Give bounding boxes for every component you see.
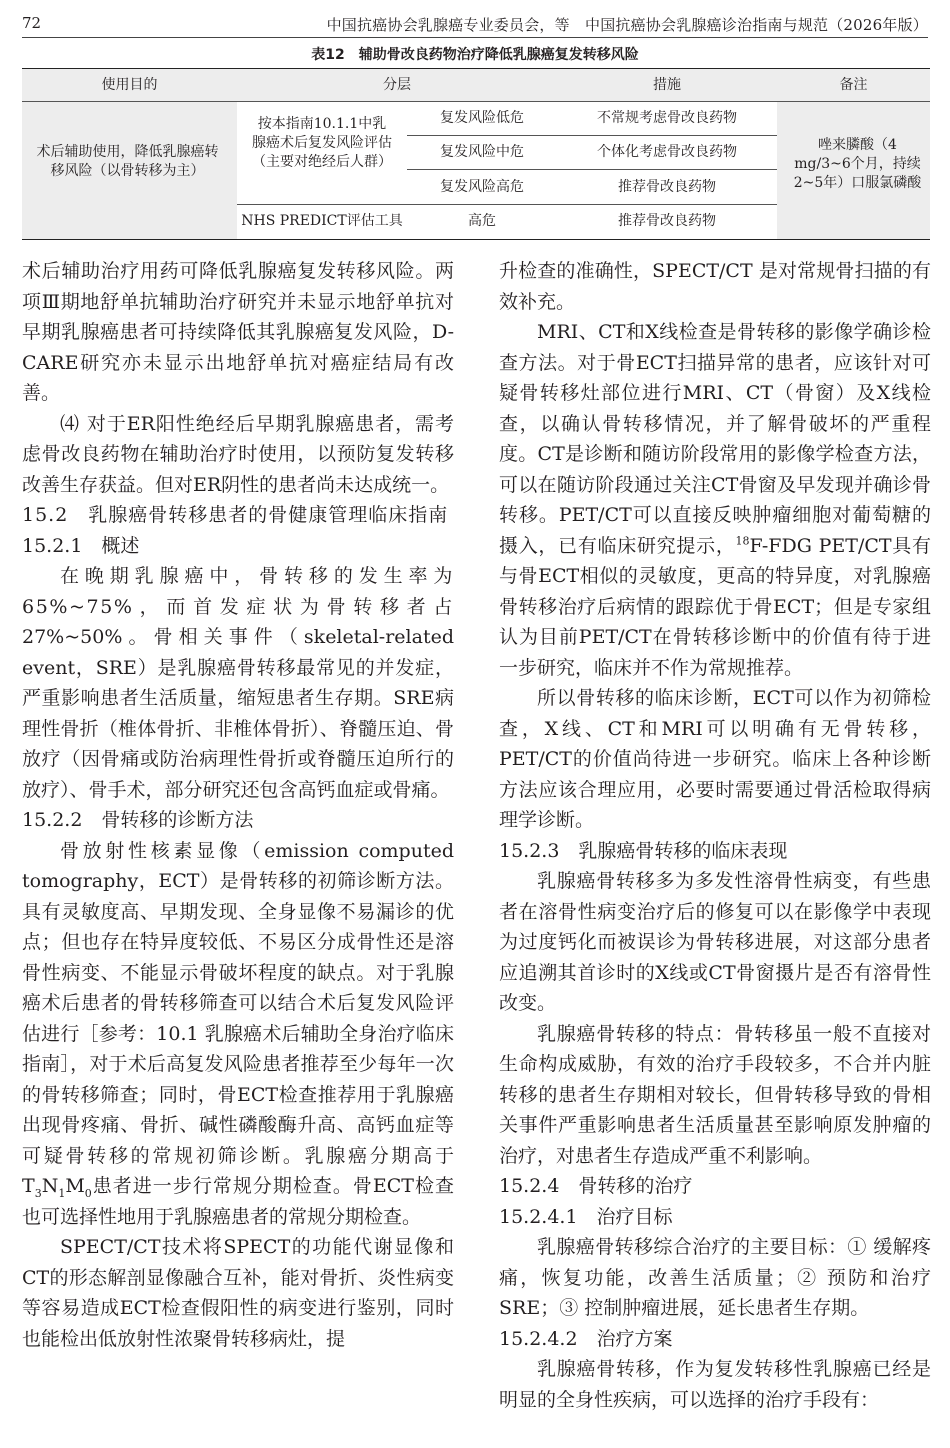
text-span: 27%~50%。骨相关事件（skeletal-related event，SRE）是乳腺癌骨转移最常见的并发症，严重影响患者生活质量，缩短患者生存期。SRE病理性骨折（椎体骨折、非椎体骨折）、脊髓压迫、骨放疗（因骨痛或防治病理性骨折或脊髓压迫所行的放疗）、骨手术，部分研究还包含高钙血症或骨痛。 <box>22 626 454 801</box>
section-heading: 15.2.4 骨转移的治疗 <box>499 1175 693 1197</box>
text-span: 骨放射性核素显像（emission computed tomography，ECT）是骨转移的初筛诊断方法。具有灵敏度高、早期发现、全身显像不易漏诊的优点；但也存在特异度较低、不易区分成骨性还是溶骨性病变、不能显示骨破坏程度的缺点。对于乳腺癌术后患者的骨转移筛查可以结合术后复发风险评估进行［参考：10.1 乳腺癌术后辅助全身治疗临床指南］，对于术后高复发风险患者推荐至少每年一次的骨转移筛查；同时，骨ECT检查推荐用于乳腺癌出现骨疼痛、骨折、碱性磷酸酶升高、高钙血症等可疑骨转移的常规初筛诊断。乳腺癌分期高于 <box>22 839 454 1167</box>
paragraph: 乳腺癌骨转移的特点：骨转移虽一般不直接对生命构成威胁，有效的治疗手段较多，不合并内脏转移的患者生存期相对较长，但骨转移导致的骨相关事件严重影响患者生活质量甚至影响原发肿瘤的治疗，对患者生存造成严重不利影响。 <box>499 1022 931 1167</box>
section-heading: 15.2.4.2 治疗方案 <box>499 1327 673 1350</box>
page-number: 72 <box>22 14 42 32</box>
header-note: 备注 <box>777 69 930 102</box>
paragraph: ⑷ 对于ER阳性绝经后早期乳腺癌患者，需考虑骨改良药物在辅助治疗时使用，以预防复发转移改善生存获益。但对ER阴性的患者尚未达成统一。 <box>22 412 454 496</box>
section-heading: 15.2.3 乳腺癌骨转移的临床表现 <box>499 839 788 862</box>
text-span: 在晚期乳腺癌中，骨转移的发生率为65%~75%，而首发症状为骨转移者占 <box>22 565 454 618</box>
paragraph: 乳腺癌骨转移多为多发性溶骨性病变，有些患者在溶骨性病变治疗后的修复可以在影像学中表现为过度钙化而被误诊为骨转移进展，对这部分患者应追溯其首诊时的X线或CT骨窗摄片是否有溶骨性改变。 <box>499 870 931 1014</box>
header-rule <box>22 37 928 38</box>
header-purpose: 使用目的 <box>22 69 237 102</box>
paragraph: 升检查的准确性，SPECT/CT 是对常规骨扫描的有效补充。 <box>499 260 931 313</box>
risk-level: 高危 <box>468 213 496 230</box>
table-bottom-rule <box>22 239 930 240</box>
right-column <box>499 256 931 1415</box>
tnm-stage: $T_3N_1M_0$ <box>22 1175 92 1200</box>
paragraph <box>22 561 454 805</box>
table-caption: 表12 辅助骨改良药物治疗降低乳腺癌复发转移风险 <box>311 47 639 63</box>
note-cell: 唑来膦酸（4 mg/3~6个月，持续2~5年）口服氯磷酸 <box>777 102 930 239</box>
superscript: 18 <box>735 534 750 548</box>
risk-level: 复发风险高危 <box>407 170 557 205</box>
measure: 不常规考虑骨改良药物 <box>557 102 777 136</box>
risk-level: 复发风险中危 <box>407 136 557 170</box>
section-heading: 15.2.4.1 治疗目标 <box>499 1205 673 1228</box>
table-row <box>22 102 930 136</box>
measure: 个体化考虑骨改良药物 <box>557 136 777 170</box>
paragraph: 术后辅助治疗用药可降低乳腺癌复发转移风险。两项Ⅲ期地舒单抗辅助治疗研究并未显示地舒单抗对早期乳腺癌患者可持续降低其乳腺癌复发风险，D-CARE研究亦未显示出地舒单抗对癌症结局有改善。 <box>22 260 454 404</box>
table-header-row <box>22 69 930 102</box>
header-strat: 分层 <box>237 69 557 102</box>
section-heading: 15.2.2 骨转移的诊断方法 <box>22 809 254 831</box>
section-heading: 15.2.1 概述 <box>22 534 140 557</box>
risk-level: 复发风险低危 <box>407 102 557 136</box>
text-span: 患者进一步行常规分期检查。骨ECT检查也可选择性地用于乳腺癌患者的常规分期检查。 <box>22 1175 454 1228</box>
strat-method-cell: 按本指南10.1.1中乳腺癌术后复发风险评估（主要对绝经后人群） <box>237 102 407 205</box>
measure: 推荐骨改良药物 <box>618 213 716 230</box>
header-measure: 措施 <box>557 69 777 102</box>
measure: 推荐骨改良药物 <box>557 170 777 205</box>
paragraph: 乳腺癌骨转移，作为复发转移性乳腺癌已经是明显的全身性疾病，可以选择的治疗手段有： <box>499 1358 931 1411</box>
strat-tool: NHS PREDICT评估工具 <box>241 213 403 230</box>
text-span: F-FDG PET/CT具有与骨ECT相似的灵敏度，更高的特异度，对乳腺癌骨转移治疗后病情的跟踪优于骨ECT；但是专家组认为目前PET/CT在骨转移诊断中的价值有待于进一步研究，临床并不作为常规推荐。 <box>499 534 931 679</box>
journal-title: 中国抗癌协会乳腺癌专业委员会，等 中国抗癌协会乳腺癌诊治指南与规范（2026年版） <box>326 16 928 34</box>
running-header <box>22 12 928 38</box>
text-span: MRI、CT和X线检查是骨转移的影像学确诊检查方法。对于骨ECT扫描异常的患者，应该针对可疑骨转移灶部位进行MRI、CT（骨窗）及X线检查，以确认骨转移情况，并了解骨破坏的严重程度。CT是诊断和随访阶段常用的影像学检查方法，可以在随访阶段通过关注CT骨窗及早发现并确诊骨转移。PET/CT可以直接反映肿瘤细胞对葡萄糖的摄入，已有临床研究提示， <box>499 321 931 557</box>
paragraph: SPECT/CT技术将SPECT的功能代谢显像和CT的形态解剖显像融合互补，能对骨折、炎性病变等容易造成ECT检查假阳性的病变进行鉴别，同时也能检出低放射性浓聚骨转移病灶，提 <box>22 1236 454 1350</box>
paragraph: 所以骨转移的临床诊断，ECT可以作为初筛检查，X线、CT和MRI可以明确有无骨转移，PET/CT的价值尚待进一步研究。临床上各种诊断方法应该合理应用，必要时需要通过骨活检取得病理学诊断。 <box>499 687 931 831</box>
paragraph: 乳腺癌骨转移综合治疗的主要目标：① 缓解疼痛，恢复功能，改善生活质量；② 预防和治疗SRE；③ 控制肿瘤进展，延长患者生存期。 <box>499 1236 931 1319</box>
left-column <box>22 256 454 1354</box>
risk-table <box>22 68 930 240</box>
paragraph <box>22 836 454 1233</box>
purpose-cell: 术后辅助使用，降低乳腺癌转移风险（以骨转移为主） <box>22 102 237 239</box>
section-heading: 15.2 乳腺癌骨转移患者的骨健康管理临床指南 <box>22 504 449 526</box>
paragraph <box>499 317 931 683</box>
